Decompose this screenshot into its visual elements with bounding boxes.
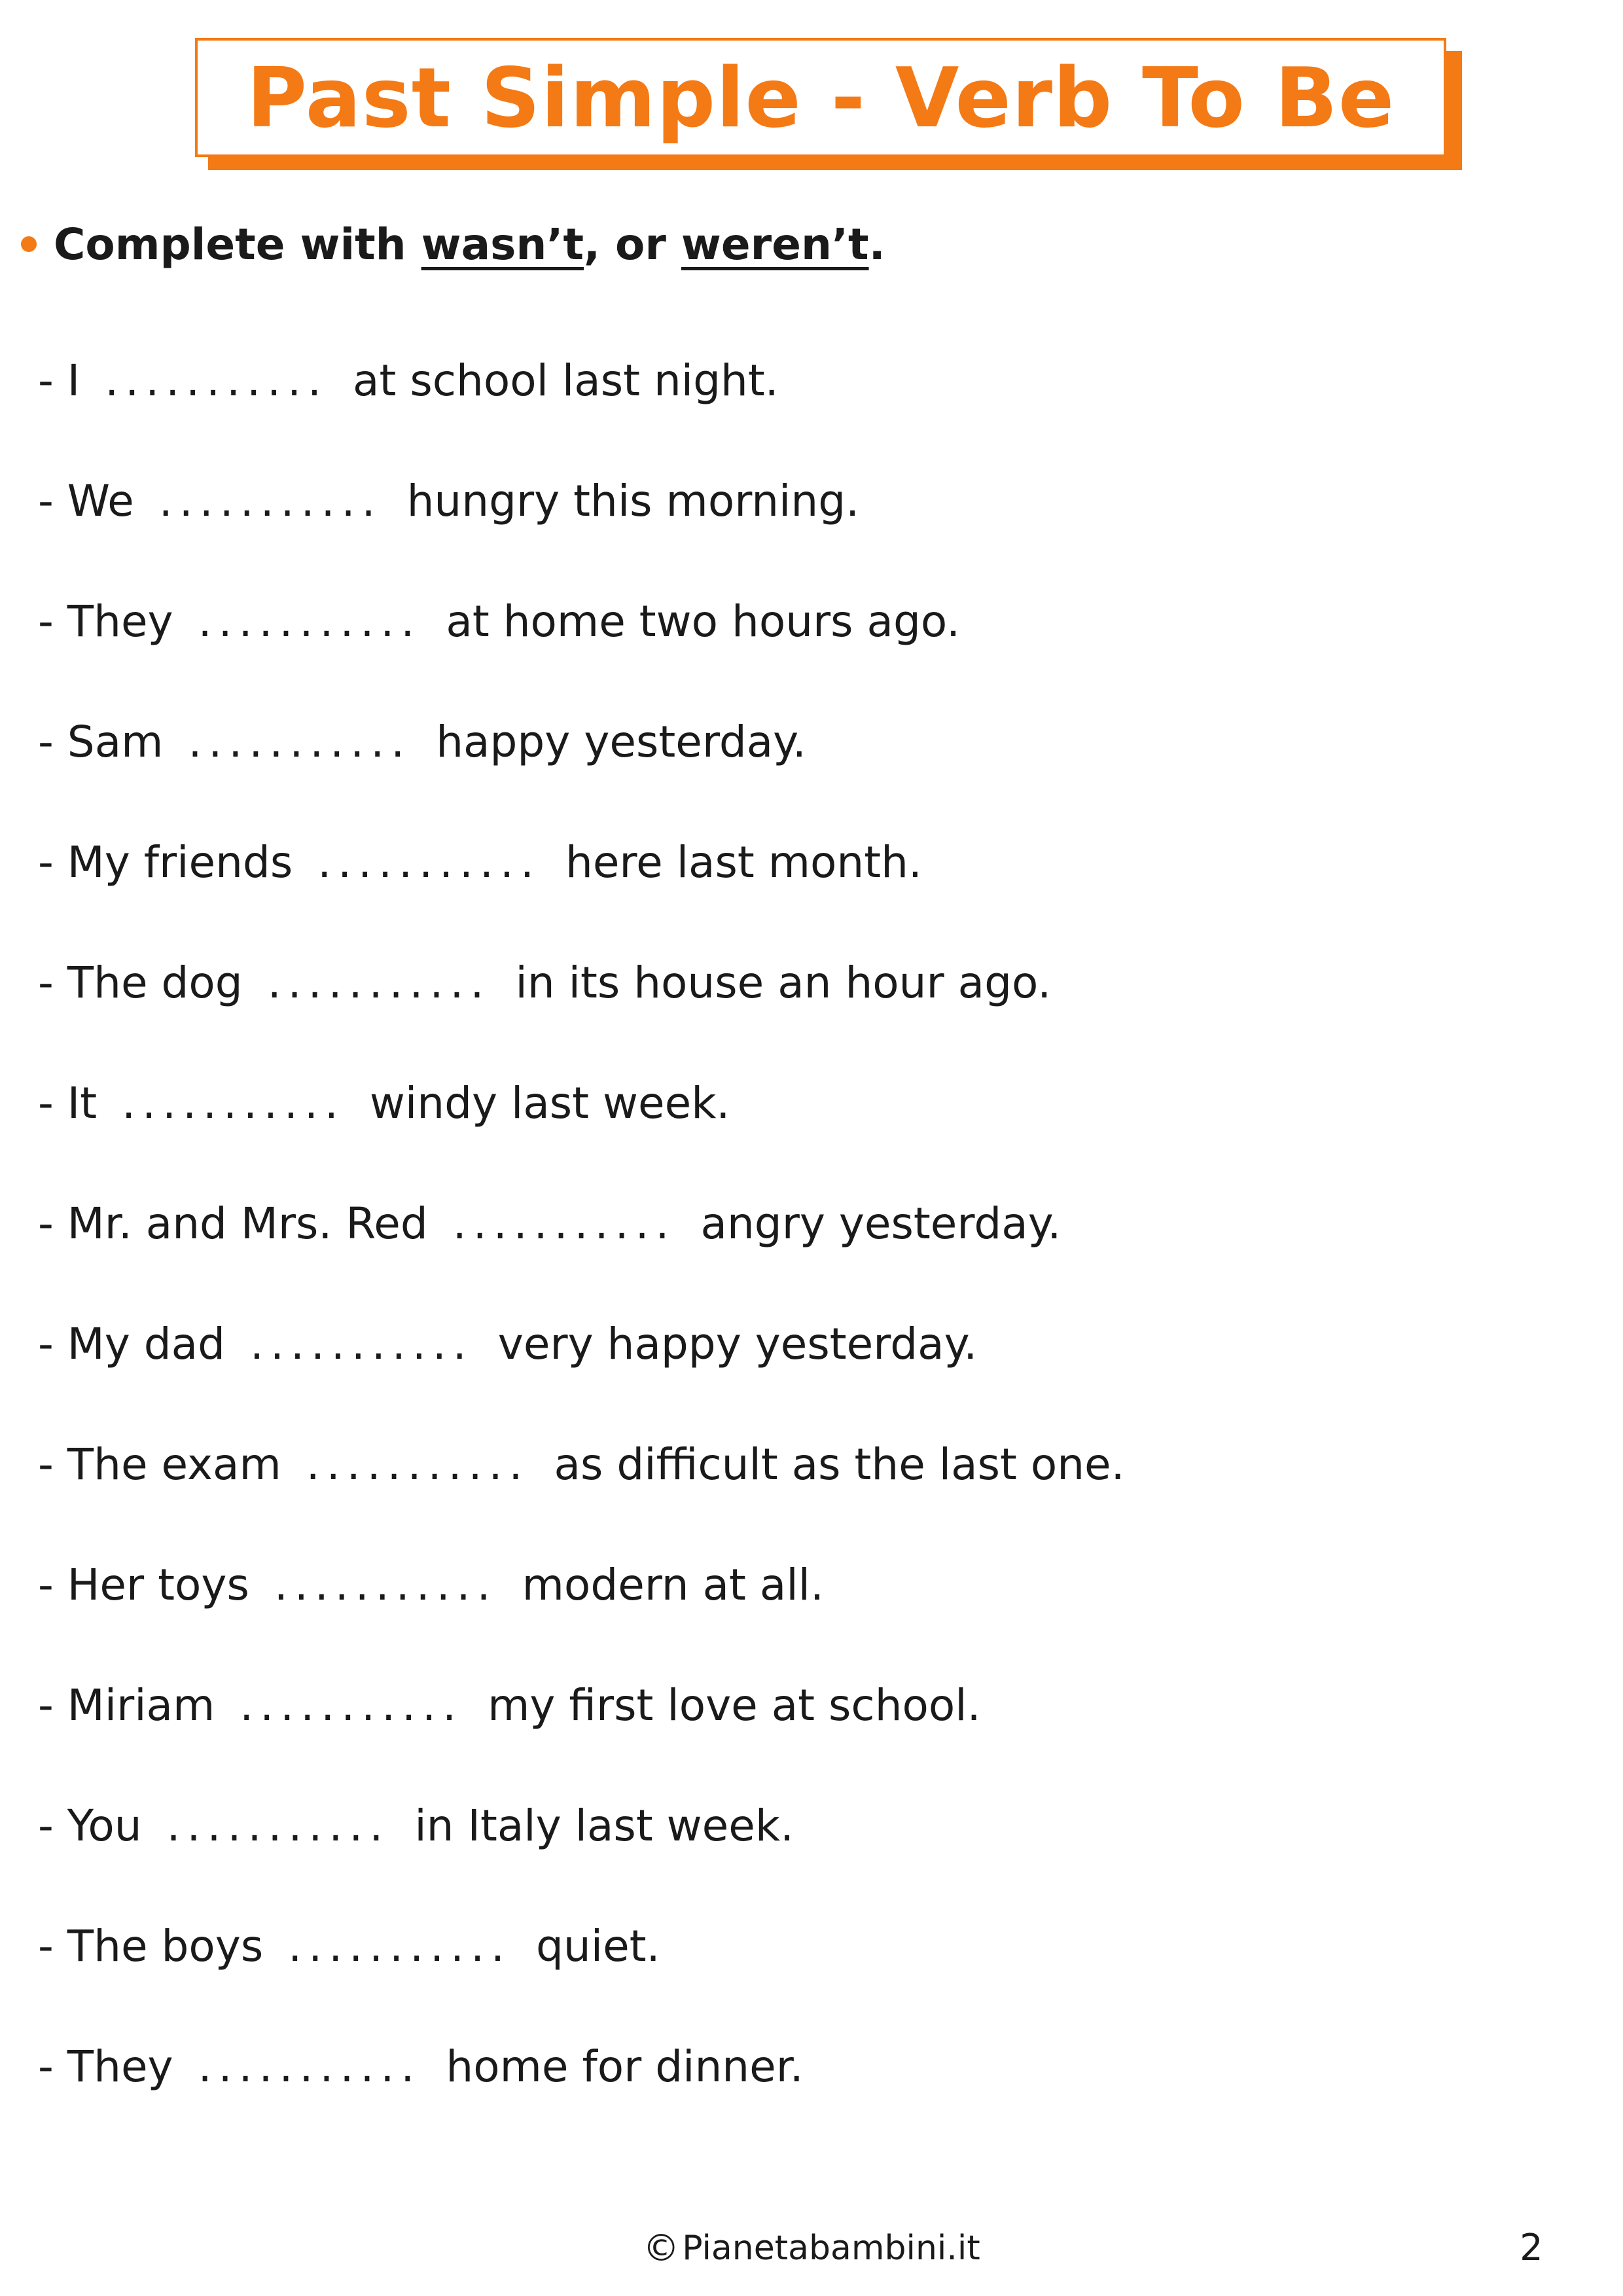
exercise-subject: - My friends	[38, 837, 293, 888]
answer-blank[interactable]: ...........	[158, 476, 382, 526]
exercise-subject: - They	[38, 596, 173, 647]
exercise-subject: - They	[38, 2041, 173, 2092]
title-banner	[195, 38, 1452, 160]
answer-blank[interactable]: ...........	[198, 596, 421, 647]
instruction-suffix: .	[868, 219, 885, 270]
exercise-item	[38, 708, 1125, 829]
page-number: 2	[1520, 2227, 1543, 2269]
exercise-rest: as difficult as the last one.	[554, 1439, 1125, 1490]
exercise-subject: - The boys	[38, 1921, 264, 1971]
option-werent: weren’t	[681, 219, 869, 270]
exercise-item	[38, 1792, 1125, 1912]
exercise-rest: happy yesterday.	[436, 717, 806, 767]
exercise-rest: windy last week.	[369, 1078, 730, 1128]
exercise-subject: - The exam	[38, 1439, 281, 1490]
exercise-subject: - It	[38, 1078, 98, 1128]
answer-blank[interactable]: ...........	[188, 717, 412, 767]
exercise-item	[38, 347, 1125, 467]
answer-blank[interactable]: ...........	[122, 1078, 345, 1128]
instruction-prefix: Complete with	[54, 219, 421, 270]
answer-blank[interactable]: ...........	[105, 355, 329, 406]
exercise-item	[38, 1672, 1125, 1792]
footer	[0, 2219, 1623, 2278]
exercise-item	[38, 1190, 1125, 1310]
exercise-item	[38, 588, 1125, 708]
exercise-subject: - Mr. and Mrs. Red	[38, 1198, 428, 1249]
exercise-rest: in its house an hour ago.	[515, 958, 1052, 1008]
title-box	[195, 38, 1446, 157]
exercise-item	[38, 1912, 1125, 2033]
answer-blank[interactable]: ...........	[250, 1319, 473, 1369]
exercise-subject: - I	[38, 355, 80, 406]
exercise-rest: modern at all.	[522, 1560, 824, 1610]
answer-blank[interactable]: ...........	[306, 1439, 529, 1490]
option-wasnt: wasn’t	[421, 219, 584, 270]
answer-blank[interactable]: ...........	[240, 1680, 463, 1731]
exercise-item	[38, 949, 1125, 1069]
exercise-rest: hungry this morning.	[406, 476, 860, 526]
exercise-rest: my first love at school.	[488, 1680, 981, 1731]
answer-blank[interactable]: ...........	[166, 1801, 390, 1851]
bullet-icon	[21, 236, 37, 252]
answer-blank[interactable]: ...........	[317, 837, 541, 888]
exercise-subject: - We	[38, 476, 134, 526]
exercise-subject: - You	[38, 1801, 142, 1851]
exercise-rest: very happy yesterday.	[497, 1319, 978, 1369]
exercise-item	[38, 467, 1125, 588]
exercise-item	[38, 829, 1125, 949]
exercise-subject: - The dog	[38, 958, 243, 1008]
exercise-subject: - Her toys	[38, 1560, 249, 1610]
exercise-rest: at home two hours ago.	[446, 596, 961, 647]
exercise-item	[38, 1431, 1125, 1551]
instruction	[18, 208, 885, 280]
answer-blank[interactable]: ...........	[288, 1921, 512, 1971]
exercise-rest: in Italy last week.	[414, 1801, 794, 1851]
exercise-rest: at school last night.	[353, 355, 779, 406]
page-title: Past Simple - Verb To Be	[246, 49, 1395, 146]
answer-blank[interactable]: ...........	[274, 1560, 497, 1610]
footer-site: Pianetabambini.it	[682, 2229, 980, 2268]
copyright-icon: ©	[643, 2227, 680, 2270]
answer-blank[interactable]: ...........	[452, 1198, 676, 1249]
exercise-item	[38, 2033, 1125, 2153]
exercise-rest: angry yesterday.	[700, 1198, 1061, 1249]
exercise-item	[38, 1310, 1125, 1431]
exercise-subject: - My dad	[38, 1319, 226, 1369]
exercise-rest: home for dinner.	[446, 2041, 804, 2092]
exercise-subject: - Sam	[38, 717, 164, 767]
exercise-item	[38, 1551, 1125, 1672]
exercise-subject: - Miriam	[38, 1680, 215, 1731]
exercise-rest: here last month.	[565, 837, 922, 888]
exercise-item	[38, 1069, 1125, 1190]
answer-blank[interactable]: ...........	[267, 958, 491, 1008]
answer-blank[interactable]: ...........	[198, 2041, 421, 2092]
instruction-separator: , or	[584, 219, 681, 270]
exercise-rest: quiet.	[536, 1921, 660, 1971]
exercise-list	[38, 347, 1125, 2153]
